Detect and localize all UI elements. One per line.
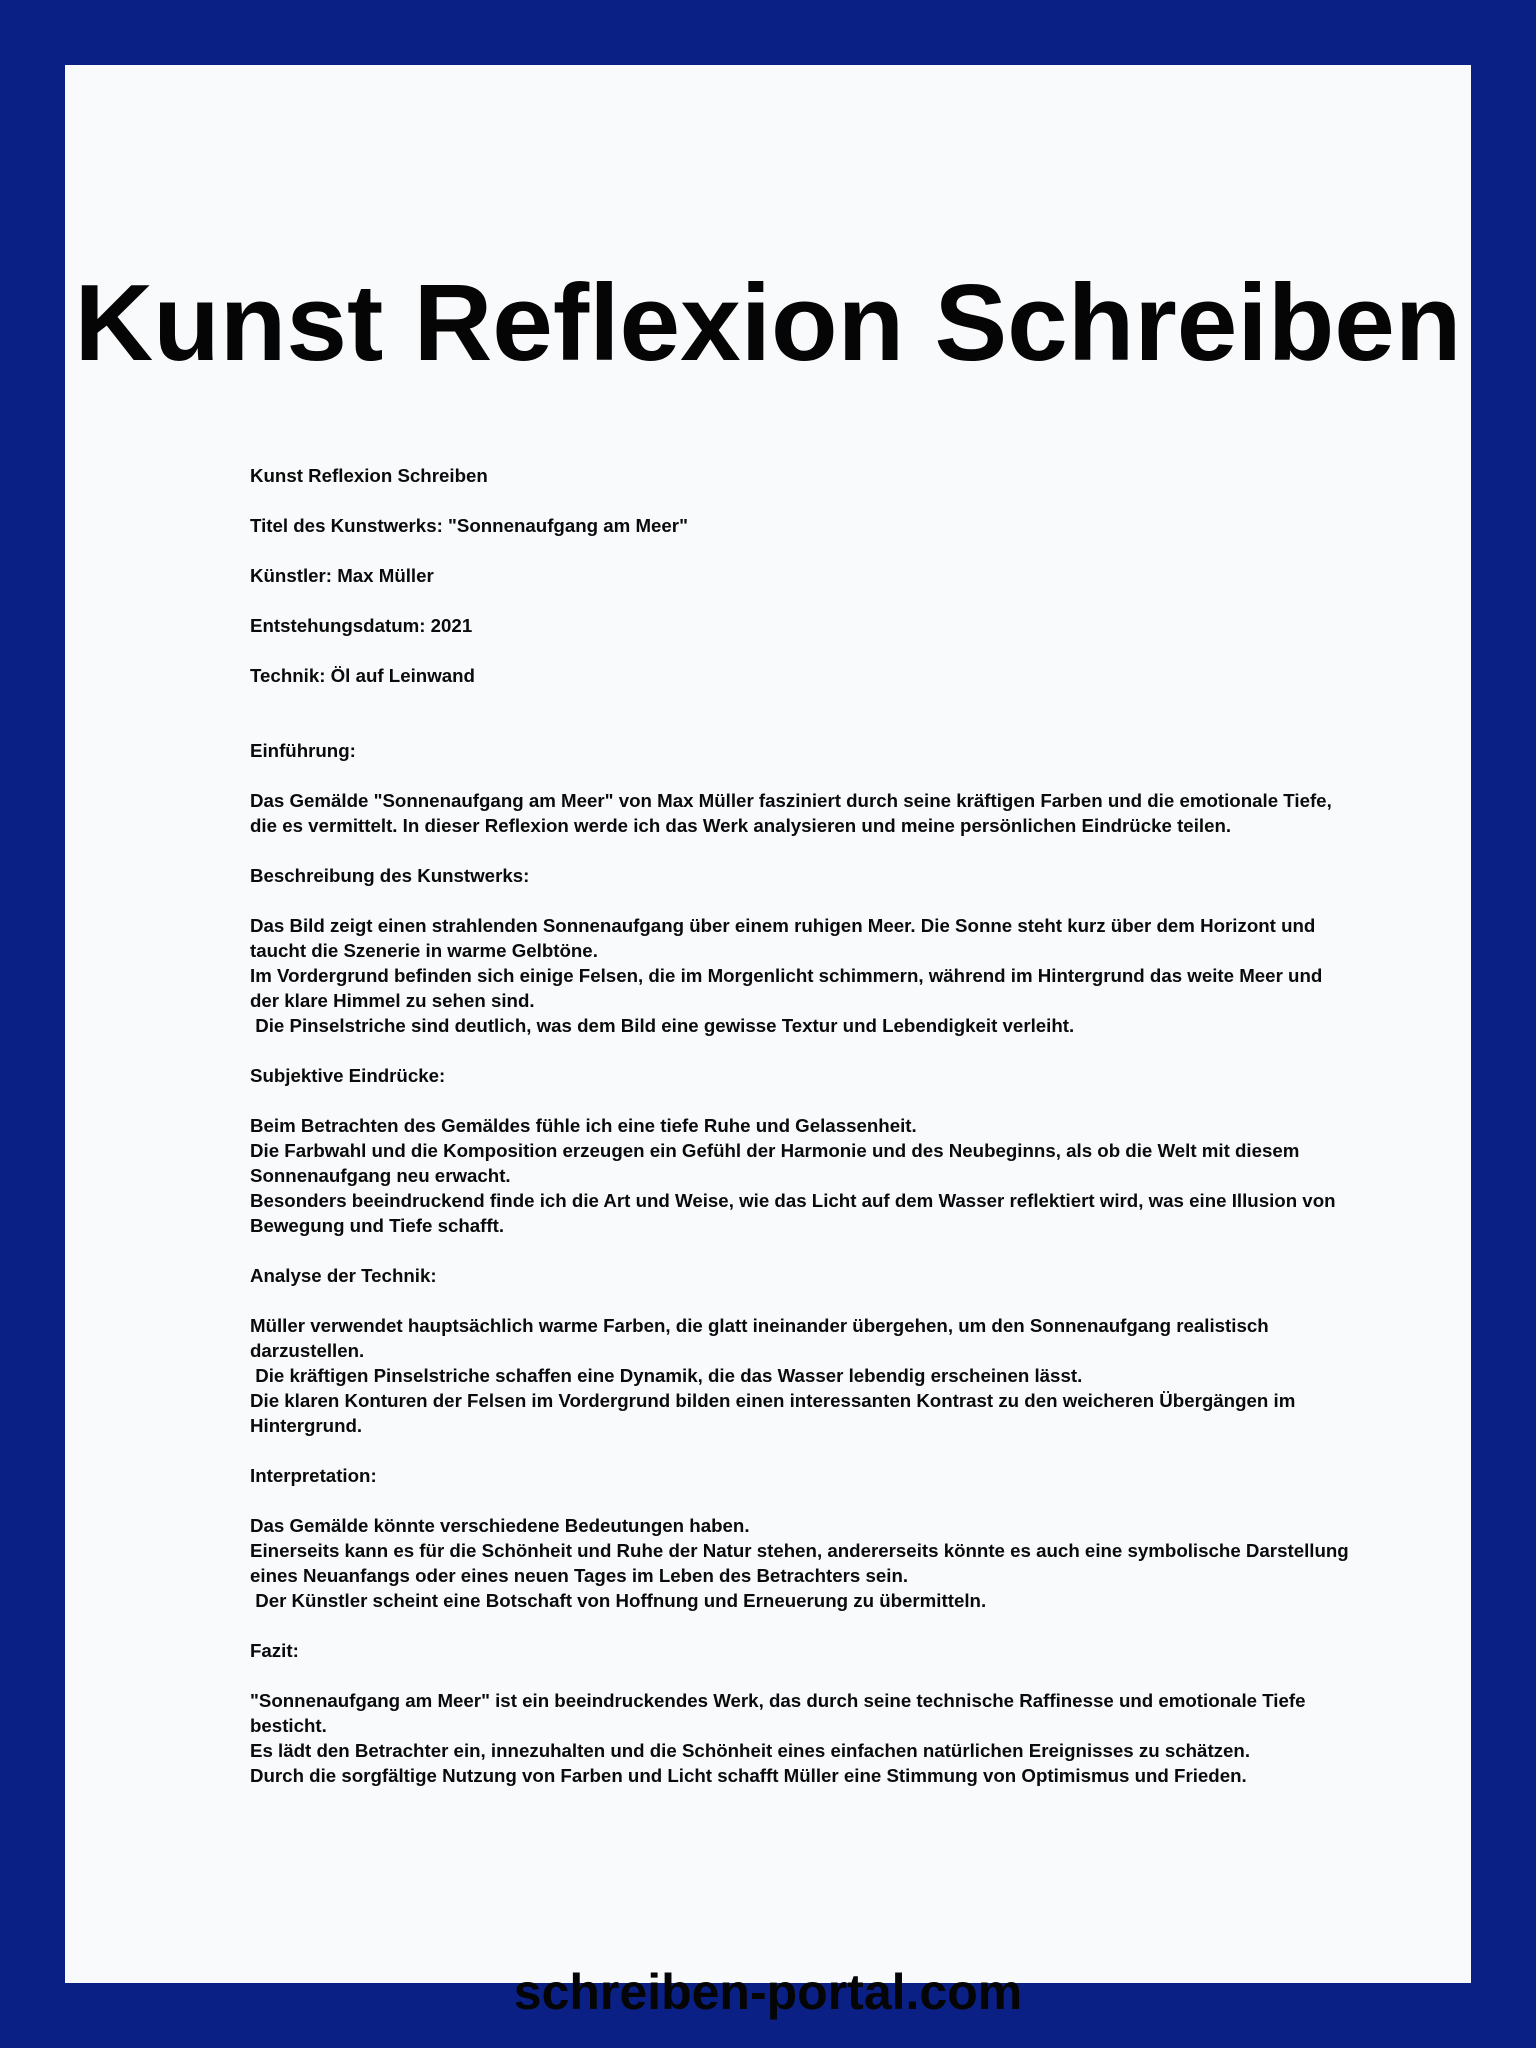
section-paragraph: Die Pinselstriche sind deutlich, was dem Bild eine gewisse Textur und Lebendigkeit verleiht. xyxy=(250,1015,1075,1036)
section-heading-impressions: Subjektive Eindrücke: xyxy=(250,1065,446,1086)
document-page xyxy=(65,65,1471,2020)
section-paragraph: Einerseits kann es für die Schönheit und Ruhe der Natur stehen, andererseits könnte es auch eine symbolische Darstellung eines Neuanfangs oder eines neuen Tages im Leben des Betrachters sein. xyxy=(250,1540,1354,1586)
document-body xyxy=(250,463,1354,1788)
footer-website: schreiben-portal.com xyxy=(513,1964,1023,2020)
section-heading-technique-analysis: Analyse der Technik: xyxy=(250,1265,437,1286)
section-paragraph: Das Gemälde "Sonnenaufgang am Meer" von Max Müller fasziniert durch seine kräftigen Farben und die emotionale Tiefe, die es vermittelt. In dieser Reflexion werde ich das Werk analysieren und meine persönlichen Eindrücke teilen. xyxy=(250,790,1337,836)
section-paragraph: Das Gemälde könnte verschiedene Bedeutungen haben. xyxy=(250,1515,750,1536)
section-paragraph: Es lädt den Betrachter ein, innezuhalten und die Schönheit eines einfachen natürlichen Ereignisses zu schätzen. xyxy=(250,1740,1251,1761)
section-paragraph: Das Bild zeigt einen strahlenden Sonnenaufgang über einem ruhigen Meer. Die Sonne steht kurz über dem Horizont und taucht die Szenerie in warme Gelbtöne. xyxy=(250,915,1321,961)
section-paragraph: Durch die sorgfältige Nutzung von Farben und Licht schafft Müller eine Stimmung von Optimismus und Frieden. xyxy=(250,1765,1247,1786)
section-paragraph: Die Farbwahl und die Komposition erzeugen ein Gefühl der Harmonie und des Neubeginns, als ob die Welt mit diesem Sonnenaufgang neu erwacht. xyxy=(250,1140,1305,1186)
section-paragraph: Die kräftigen Pinselstriche schaffen eine Dynamik, die das Wasser lebendig erscheinen lässt. xyxy=(250,1365,1083,1386)
section-heading-introduction: Einführung: xyxy=(250,740,356,761)
section-heading-interpretation: Interpretation: xyxy=(250,1465,377,1486)
section-paragraph: Die klaren Konturen der Felsen im Vordergrund bilden einen interessanten Kontrast zu den weicheren Übergängen im Hintergrund. xyxy=(250,1390,1301,1436)
section-paragraph: Besonders beeindruckend finde ich die Art und Weise, wie das Licht auf dem Wasser reflektiert wird, was eine Illusion von Bewegung und Tiefe schafft. xyxy=(250,1190,1341,1236)
section-heading-description: Beschreibung des Kunstwerks: xyxy=(250,865,530,886)
document-title: Kunst Reflexion Schreiben xyxy=(250,465,488,486)
section-paragraph: Im Vordergrund befinden sich einige Felsen, die im Morgenlicht schimmern, während im Hintergrund das weite Meer und der klare Himmel zu sehen sind. xyxy=(250,965,1328,1011)
page-title: Kunst Reflexion Schreiben xyxy=(74,262,1462,384)
section-paragraph: Müller verwendet hauptsächlich warme Farben, die glatt ineinander übergehen, um den Sonnenaufgang realistisch darzustellen. xyxy=(250,1315,1274,1361)
section-heading-conclusion: Fazit: xyxy=(250,1640,299,1661)
section-paragraph: "Sonnenaufgang am Meer" ist ein beeindruckendes Werk, das durch seine technische Raffinesse und emotionale Tiefe besticht. xyxy=(250,1690,1311,1736)
section-paragraph: Der Künstler scheint eine Botschaft von Hoffnung und Erneuerung zu übermitteln. xyxy=(250,1590,987,1611)
meta-artist: Künstler: Max Müller xyxy=(250,565,434,586)
meta-creation-date: Entstehungsdatum: 2021 xyxy=(250,615,473,636)
section-paragraph: Beim Betrachten des Gemäldes fühle ich eine tiefe Ruhe und Gelassenheit. xyxy=(250,1115,917,1136)
meta-artwork-title: Titel des Kunstwerks: "Sonnenaufgang am Meer" xyxy=(250,515,688,536)
meta-technique: Technik: Öl auf Leinwand xyxy=(250,665,475,686)
